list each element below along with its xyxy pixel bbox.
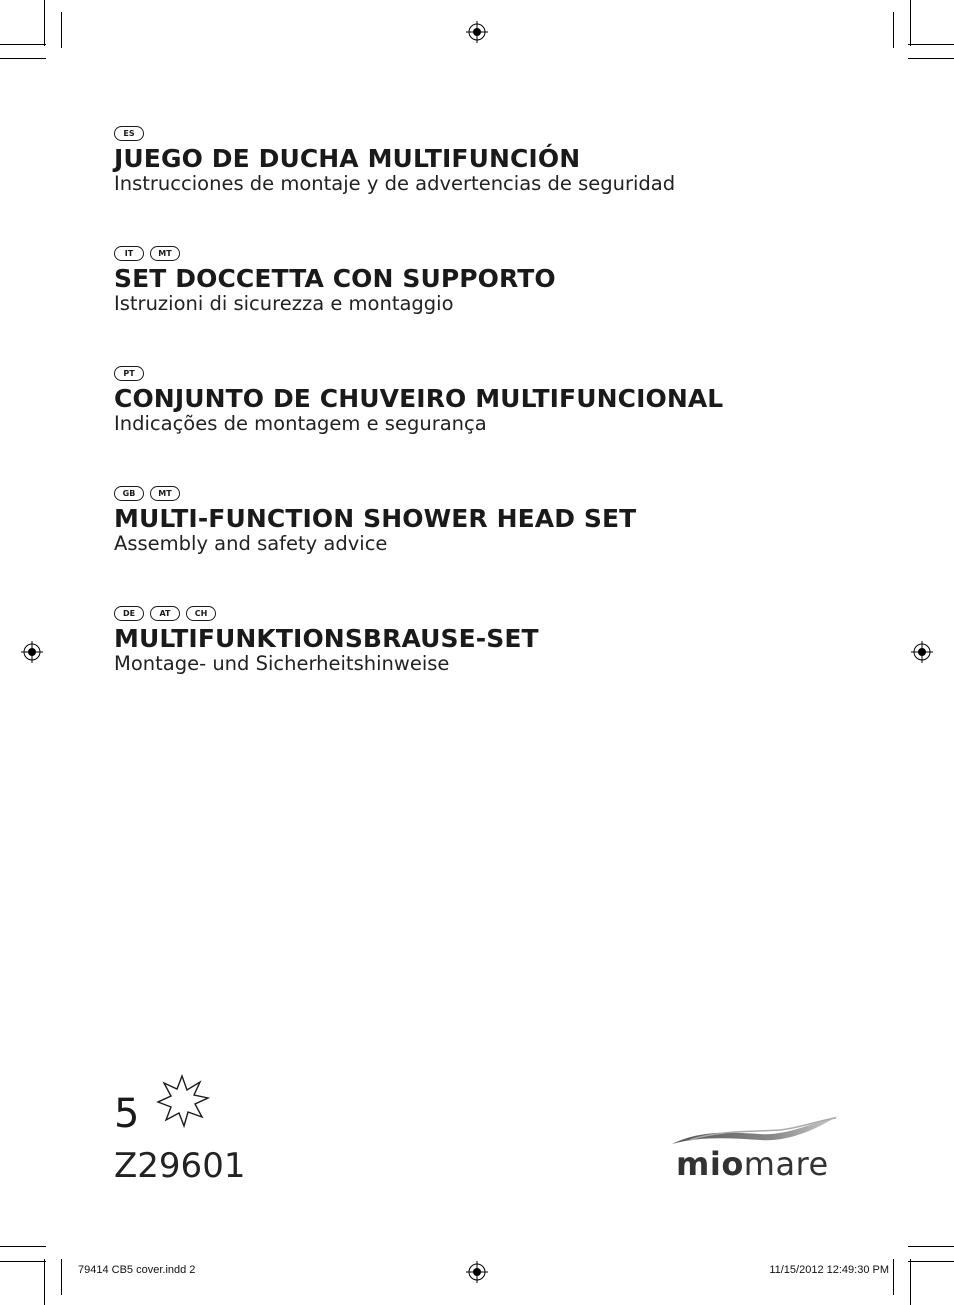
language-section-gb (114, 486, 636, 556)
language-section-de (114, 606, 539, 676)
timestamp-slug: 11/15/2012 12:49:30 PM (769, 1264, 889, 1276)
language-badge: GB (114, 486, 144, 501)
language-badge: DE (114, 606, 144, 621)
section-title: JUEGO DE DUCHA MULTIFUNCIÓN (114, 144, 581, 173)
section-subtitle: Instrucciones de montaje y de advertencias de seguridad (114, 172, 676, 195)
section-title: MULTIFUNKTIONSBRAUSE-SET (114, 624, 539, 653)
file-slug: 79414 CB5 cover.indd 2 (78, 1264, 196, 1276)
crop-mark (908, 1261, 954, 1262)
brand-name-light: mare (743, 1145, 829, 1183)
crop-mark (61, 12, 62, 48)
crop-mark (61, 1259, 62, 1295)
star-burst-icon (154, 1072, 210, 1128)
registration-mark-icon (21, 641, 43, 663)
language-badge: CH (186, 606, 216, 621)
brand-logo (670, 1110, 840, 1185)
language-badges (114, 246, 556, 261)
crop-mark (44, 1259, 45, 1305)
crop-mark (0, 58, 46, 59)
section-title: CONJUNTO DE CHUVEIRO MULTIFUNCIONAL (114, 384, 724, 413)
crop-mark (893, 12, 894, 48)
crop-mark (908, 58, 954, 59)
language-section-it (114, 246, 556, 316)
section-subtitle: Montage- und Sicherheitshinweise (114, 652, 450, 675)
crop-mark (0, 1261, 46, 1262)
section-title: SET DOCCETTA CON SUPPORTO (114, 264, 556, 293)
language-badge: AT (150, 606, 180, 621)
brand-name (676, 1144, 829, 1184)
section-subtitle: Assembly and safety advice (114, 532, 388, 555)
language-badges (114, 606, 539, 621)
language-badges (114, 126, 675, 141)
language-badge: MT (150, 486, 180, 501)
language-badge: MT (150, 246, 180, 261)
language-badge: IT (114, 246, 144, 261)
language-badge: PT (114, 366, 144, 381)
crop-mark (0, 1246, 46, 1247)
crop-mark (44, 0, 45, 46)
section-subtitle: Istruzioni di sicurezza e montaggio (114, 292, 454, 315)
language-section-pt (114, 366, 723, 436)
language-badges (114, 366, 723, 381)
crop-mark (908, 44, 954, 45)
section-subtitle: Indicações de montagem e segurança (114, 412, 487, 435)
registration-mark-icon (911, 641, 933, 663)
crop-mark (910, 1259, 911, 1305)
language-section-es (114, 126, 675, 196)
crop-mark (908, 1246, 954, 1247)
registration-mark-icon (466, 1261, 488, 1283)
registration-mark-icon (466, 21, 488, 43)
model-code: Z29601 (114, 1146, 246, 1186)
model-number: 5 (114, 1091, 140, 1137)
language-badge: ES (114, 126, 144, 141)
crop-mark (910, 0, 911, 46)
brand-name-bold: mio (676, 1145, 744, 1183)
crop-mark (893, 1259, 894, 1295)
crop-mark (0, 44, 46, 45)
language-badges (114, 486, 636, 501)
section-title: MULTI-FUNCTION SHOWER HEAD SET (114, 504, 637, 533)
